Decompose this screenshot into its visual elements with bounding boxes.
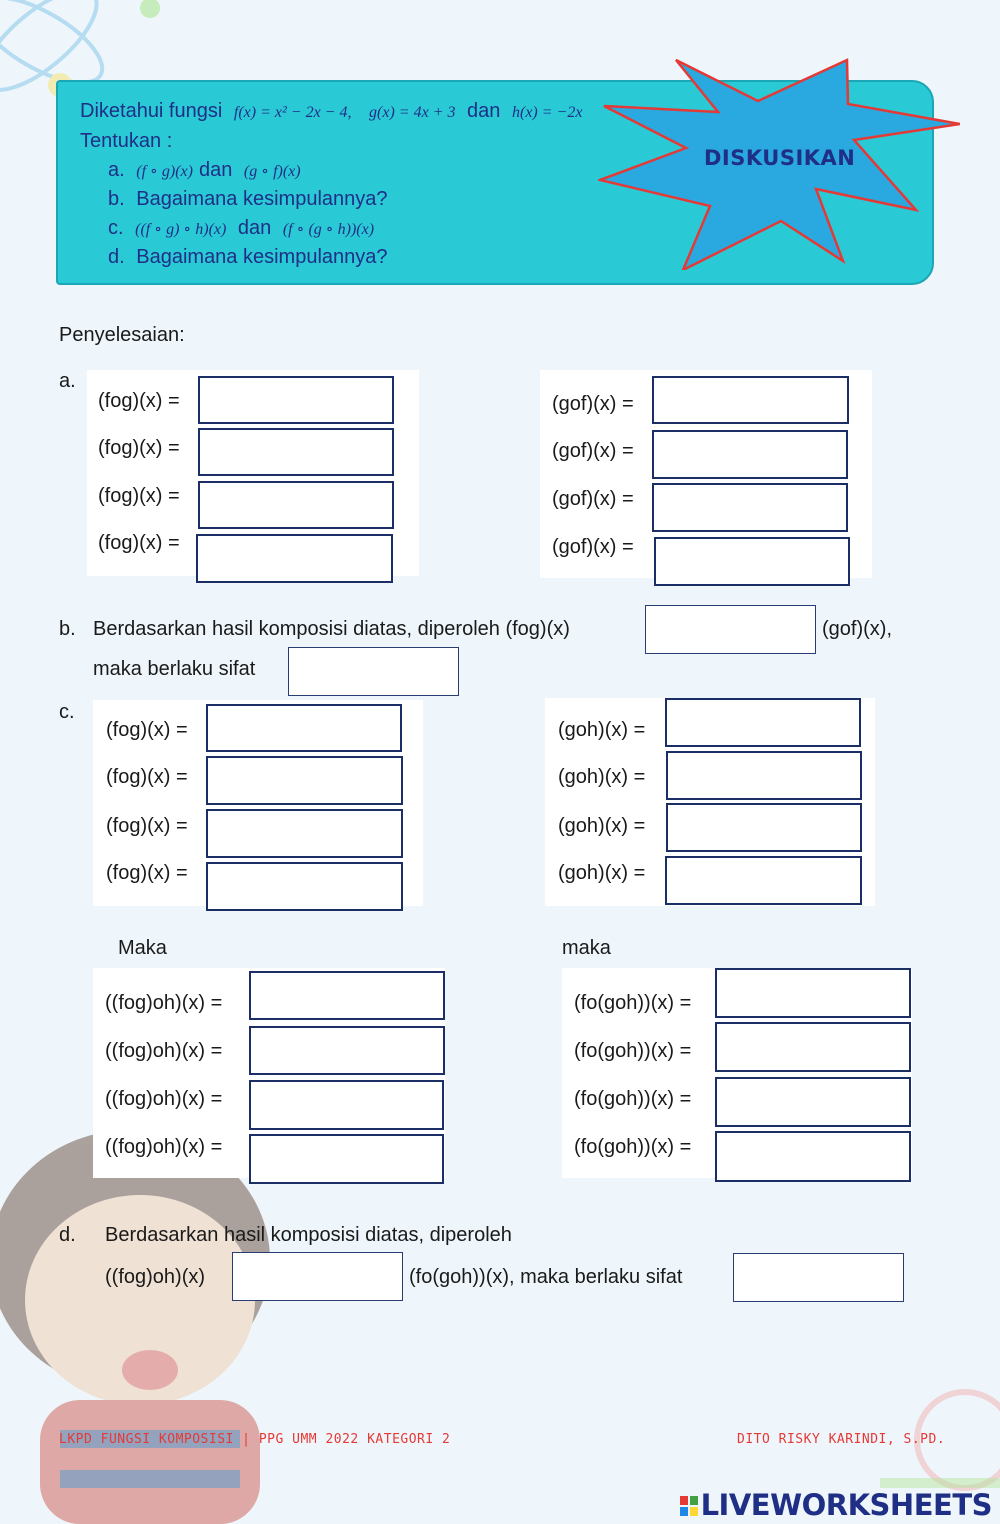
item-math: (f ∘ (g ∘ h))(x) <box>282 221 375 238</box>
fog-oh-answer-box-3[interactable] <box>249 1080 444 1130</box>
fo-goh-label: (fo(goh))(x) = <box>574 1088 692 1110</box>
discussion-badge-label: DISKUSIKAN <box>704 146 856 170</box>
gof-answer-box-1[interactable] <box>652 376 849 424</box>
part-b-letter: b. <box>59 618 76 640</box>
item-math: (g ∘ f)(x) <box>243 163 301 180</box>
item-letter: b. <box>108 188 125 210</box>
gof-answer-box-2[interactable] <box>652 430 848 479</box>
task-instruction: Tentukan : <box>80 130 173 152</box>
footer-title: LKPD FUNGSI KOMPOSISI | PPG UMM 2022 KATEGORI 2 <box>59 1432 451 1447</box>
item-text: Bagaimana kesimpulannya? <box>136 188 388 210</box>
c-fog-answer-box-4[interactable] <box>206 862 403 911</box>
item-conjunction: dan <box>237 217 272 239</box>
fog-oh-answer-box-1[interactable] <box>249 971 445 1020</box>
goh-label: (goh)(x) = <box>558 719 646 741</box>
part-d-property-label: (fo(goh))(x), maka berlaku sifat <box>409 1266 683 1288</box>
goh-label: (goh)(x) = <box>558 766 646 788</box>
fog-label: (fog)(x) = <box>106 862 188 884</box>
fo-goh-label: (fo(goh))(x) = <box>574 992 692 1014</box>
goh-answer-box-3[interactable] <box>666 803 862 852</box>
fog-oh-label: ((fog)oh)(x) = <box>105 992 223 1014</box>
footer-author: DITO RISKY KARINDI, S.PD. <box>737 1432 946 1447</box>
part-b-property-label: maka berlaku sifat <box>93 658 256 680</box>
item-letter: a. <box>108 159 125 181</box>
fog-answer-box-3[interactable] <box>198 481 394 529</box>
gof-label: (gof)(x) = <box>552 440 634 462</box>
part-b-statement: Berdasarkan hasil komposisi diatas, diperoleh (fog)(x) <box>93 618 570 640</box>
fog-oh-label: ((fog)oh)(x) = <box>105 1040 223 1062</box>
fo-goh-answer-box-4[interactable] <box>715 1131 911 1182</box>
fog-label: (fog)(x) = <box>98 532 180 554</box>
part-a-letter: a. <box>59 370 76 392</box>
part-b-gof-text: (gof)(x), <box>822 618 892 640</box>
goh-label: (goh)(x) = <box>558 862 646 884</box>
fo-goh-label: (fo(goh))(x) = <box>574 1136 692 1158</box>
item-conjunction: dan <box>198 159 233 181</box>
goh-answer-box-2[interactable] <box>666 751 862 800</box>
part-d-property-box[interactable] <box>733 1253 904 1302</box>
fog-oh-label: ((fog)oh)(x) = <box>105 1088 223 1110</box>
goh-answer-box-1[interactable] <box>665 698 861 747</box>
maka-left-label: Maka <box>118 937 167 959</box>
c-fog-answer-box-1[interactable] <box>206 704 402 752</box>
gof-label: (gof)(x) = <box>552 393 634 415</box>
part-d-fog-oh-text: ((fog)oh)(x) <box>105 1266 206 1288</box>
part-c-letter: c. <box>59 701 75 723</box>
item-letter: d. <box>108 246 125 268</box>
task-intro: Diketahui fungsi <box>80 100 223 122</box>
fog-label: (fog)(x) = <box>106 719 188 741</box>
part-d-relation-box[interactable] <box>232 1252 403 1301</box>
fog-oh-answer-box-2[interactable] <box>249 1026 445 1075</box>
gof-label: (gof)(x) = <box>552 488 634 510</box>
c-fog-answer-box-3[interactable] <box>206 809 403 858</box>
fog-label: (fog)(x) = <box>98 437 180 459</box>
item-text: Bagaimana kesimpulannya? <box>136 246 388 268</box>
liveworksheets-brand-text: LIVEWORKSHEETS <box>700 1488 992 1522</box>
goh-answer-box-4[interactable] <box>665 856 862 905</box>
fog-label: (fog)(x) = <box>98 485 180 507</box>
c-fog-answer-box-2[interactable] <box>206 756 403 805</box>
fog-label: (fog)(x) = <box>106 815 188 837</box>
goh-label: (goh)(x) = <box>558 815 646 837</box>
item-math: (f ∘ g)(x) <box>136 163 193 180</box>
fo-goh-answer-box-1[interactable] <box>715 968 911 1018</box>
fog-answer-box-4[interactable] <box>196 534 393 583</box>
gof-answer-box-4[interactable] <box>654 537 850 586</box>
fog-label: (fog)(x) = <box>98 390 180 412</box>
solution-heading: Penyelesaian: <box>59 324 185 346</box>
part-b-property-box[interactable] <box>288 647 459 696</box>
item-math: ((f ∘ g) ∘ h)(x) <box>135 221 227 238</box>
liveworksheets-logo-icon <box>680 1489 698 1509</box>
gof-label: (gof)(x) = <box>552 536 634 558</box>
fo-goh-answer-box-2[interactable] <box>715 1022 911 1072</box>
fo-goh-answer-box-3[interactable] <box>715 1077 911 1127</box>
liveworksheets-logo <box>680 1488 992 1522</box>
fog-answer-box-1[interactable] <box>198 376 394 424</box>
part-b-relation-box[interactable] <box>645 605 816 654</box>
fog-answer-box-2[interactable] <box>198 428 394 476</box>
conjunction-dan: dan <box>467 100 501 122</box>
gof-answer-box-3[interactable] <box>652 483 848 532</box>
fo-goh-label: (fo(goh))(x) = <box>574 1040 692 1062</box>
function-g-definition: g(x) = 4x + 3 <box>369 104 456 121</box>
fog-oh-label: ((fog)oh)(x) = <box>105 1136 223 1158</box>
fog-oh-answer-box-4[interactable] <box>249 1134 444 1184</box>
maka-right-label: maka <box>562 937 611 959</box>
part-d-statement: Berdasarkan hasil komposisi diatas, diperoleh <box>105 1224 512 1246</box>
fog-label: (fog)(x) = <box>106 766 188 788</box>
function-f-definition: f(x) = x² − 2x − 4, <box>233 104 352 121</box>
part-d-letter: d. <box>59 1224 76 1246</box>
function-h-definition: h(x) = −2x <box>511 104 583 121</box>
item-letter: c. <box>108 217 124 239</box>
